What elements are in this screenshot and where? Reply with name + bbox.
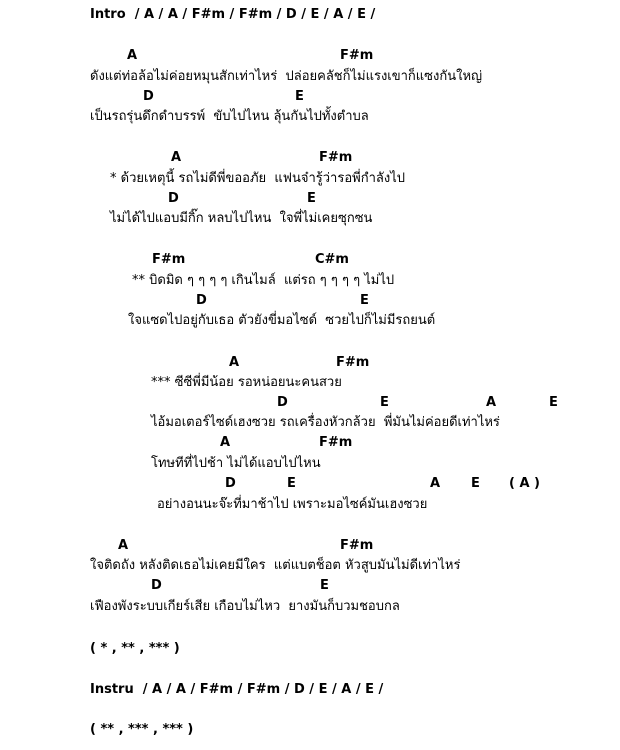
repeat-marker: ( * , ** , *** ) [90, 641, 180, 656]
repeat-marker: ( ** , *** , *** ) [90, 722, 194, 737]
lyric-line: ใจติดถัง หลังติดเธอไม่เคยมีใคร แต่แบตช็อต หัวสูบมันไม่ดีเท่าไหร่ [90, 558, 461, 573]
lyric-line: ** บิดมิด ๆ ๆ ๆ ๆ เกินไมล์ แต่รถ ๆ ๆ ๆ ๆ ไม่ไป [132, 273, 395, 288]
lyric-line: ดังแต่ท่อล้อไม่ค่อยหมุนสักเท่าไหร่ ปล่อยคลัชก็ไม่แรงเขาก็แซงกันใหญ่ [90, 69, 483, 84]
chord: E [287, 476, 296, 491]
chord: F#m [340, 538, 374, 553]
lyric-line: ไอ้มอเตอร์ไซด์เฮงซวย รถเครื่องหัวกล้วย พี่มันไม่ค่อยดีเท่าไหร่ [151, 415, 500, 430]
intro-line: Intro / A / A / F#m / F#m / D / E / A / E / [90, 7, 376, 22]
chord: E [320, 578, 329, 593]
chord: F#m [319, 435, 353, 450]
chord: ( A ) [509, 476, 540, 491]
lyric-line: เฟืองพังระบบเกียร์เสีย เกือบไม่ไหว ยางมันก็บวมชอบกล [90, 599, 400, 614]
chord: A [127, 48, 138, 63]
chord: D [143, 89, 154, 104]
lyric-line: เป็นรถรุ่นดึกดำบรรพ์ ขับไปไหน ลุ้นกันไปทั้งตำบล [90, 109, 369, 124]
chord: E [360, 293, 369, 308]
chord: F#m [319, 150, 353, 165]
chord: D [151, 578, 162, 593]
chord: A [229, 355, 240, 370]
chord: A [486, 395, 497, 410]
chord: D [196, 293, 207, 308]
chord: E [380, 395, 389, 410]
lyric-line: ใจแซดไปอยู่กับเธอ ตัวยังขี่มอไซด์ ซวยไปก็ไม่มีรถยนต์ [128, 313, 436, 328]
chord: A [430, 476, 441, 491]
lyric-line: * ด้วยเหตุนี้ รถไม่ดีพี่ขออภัย แฟนจ๋ารู้ว่ารอพี่กำลังไป [110, 171, 405, 186]
chord: E [549, 395, 558, 410]
chord: F#m [336, 355, 370, 370]
lyric-line: ไม่ได้ไปแอบมีกิ๊ก หลบไปไหน ใจพี่ไม่เคยซุกซน [110, 211, 373, 226]
chord: E [307, 191, 316, 206]
lyric-line: โทษทีที่ไปช้า ไม่ได้แอบไปไหน [151, 456, 321, 471]
chord: F#m [152, 252, 186, 267]
chord: C#m [315, 252, 349, 267]
chord: D [225, 476, 236, 491]
instru-line: Instru / A / A / F#m / F#m / D / E / A / E / [90, 682, 384, 697]
chord: D [277, 395, 288, 410]
lyric-line: อย่างอนนะจ๊ะที่มาช้าไป เพราะมอไซค์มันเฮงซวย [157, 497, 428, 512]
lyric-line: *** ซีซีพี่มีน้อย รอหน่อยนะคนสวย [151, 375, 342, 390]
chord: E [471, 476, 480, 491]
chord: E [295, 89, 304, 104]
chord: A [220, 435, 231, 450]
chord: A [118, 538, 129, 553]
chord: F#m [340, 48, 374, 63]
chord: A [171, 150, 182, 165]
chord: D [168, 191, 179, 206]
